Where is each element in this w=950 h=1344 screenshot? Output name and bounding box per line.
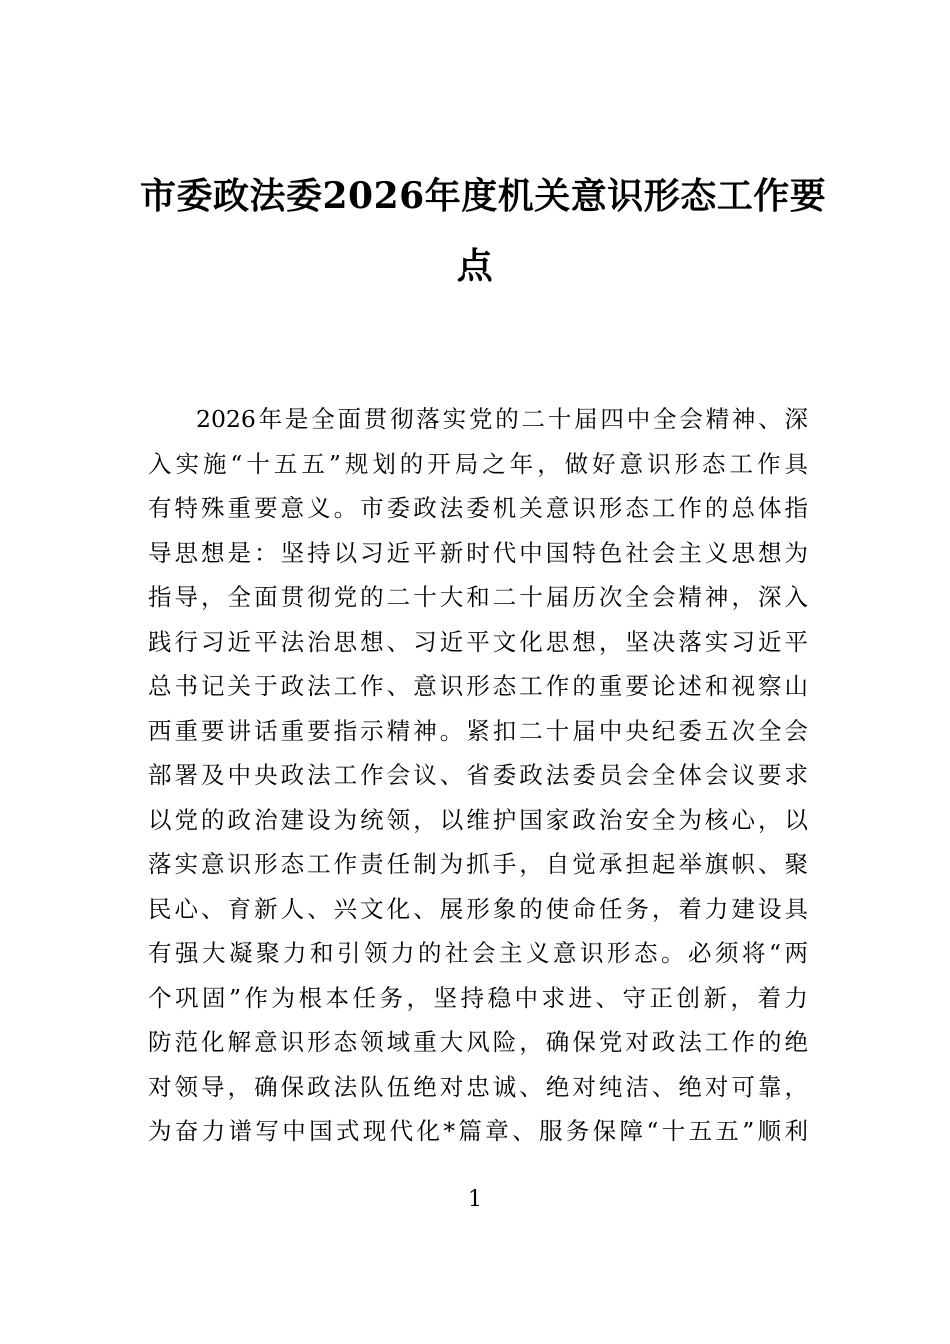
- body-line: 总书记关于政法工作、意识形态工作的重要论述和视察山: [148, 672, 808, 700]
- body-line: 为奋力谱写中国式现代化*篇章、服务保障“十五五”顺利: [148, 1117, 808, 1145]
- body-line: 落实意识形态工作责任制为抓手，自觉承担起举旗帜、聚: [148, 850, 808, 878]
- body-line: 践行习近平法治思想、习近平文化思想，坚决落实习近平: [148, 627, 808, 656]
- body-line: 个巩固”作为根本任务，坚持稳中求进、守正创新，着力: [148, 983, 808, 1012]
- body-line: 入实施“十五五”规划的开局之年，做好意识形态工作具: [148, 449, 808, 478]
- page-number: 1: [468, 1187, 482, 1212]
- body-line: 指导，全面贯彻党的二十大和二十届历次全会精神，深入: [148, 583, 808, 611]
- body-line: 以党的政治建设为统领，以维护国家政治安全为核心，以: [148, 805, 808, 834]
- body-line: 防范化解意识形态领域重大风险，确保党对政法工作的绝: [148, 1028, 808, 1056]
- body-line: 西重要讲话重要指示精神。紧扣二十届中央纪委五次全会: [148, 716, 808, 745]
- body-line: 有特殊重要意义。市委政法委机关意识形态工作的总体指: [148, 494, 808, 522]
- document-title-line-2: 点: [456, 245, 494, 287]
- body-line: 导思想是：坚持以习近平新时代中国特色社会主义思想为: [148, 538, 808, 567]
- body-line: 民心、育新人、兴文化、展形象的使命任务，着力建设具: [148, 894, 808, 923]
- document-title-line-1: 市委政法委2026年度机关意识形态工作要: [140, 175, 827, 217]
- body-line: 对领导，确保政法队伍绝对忠诚、绝对纯洁、绝对可靠，: [148, 1072, 808, 1101]
- body-line: 部署及中央政法工作会议、省委政法委员会全体会议要求: [148, 761, 808, 789]
- body-line: 2026年是全面贯彻落实党的二十届四中全会精神、深: [196, 405, 808, 433]
- body-paragraph: [148, 397, 808, 1154]
- body-line: 有强大凝聚力和引领力的社会主义意识形态。必须将“两: [148, 939, 808, 967]
